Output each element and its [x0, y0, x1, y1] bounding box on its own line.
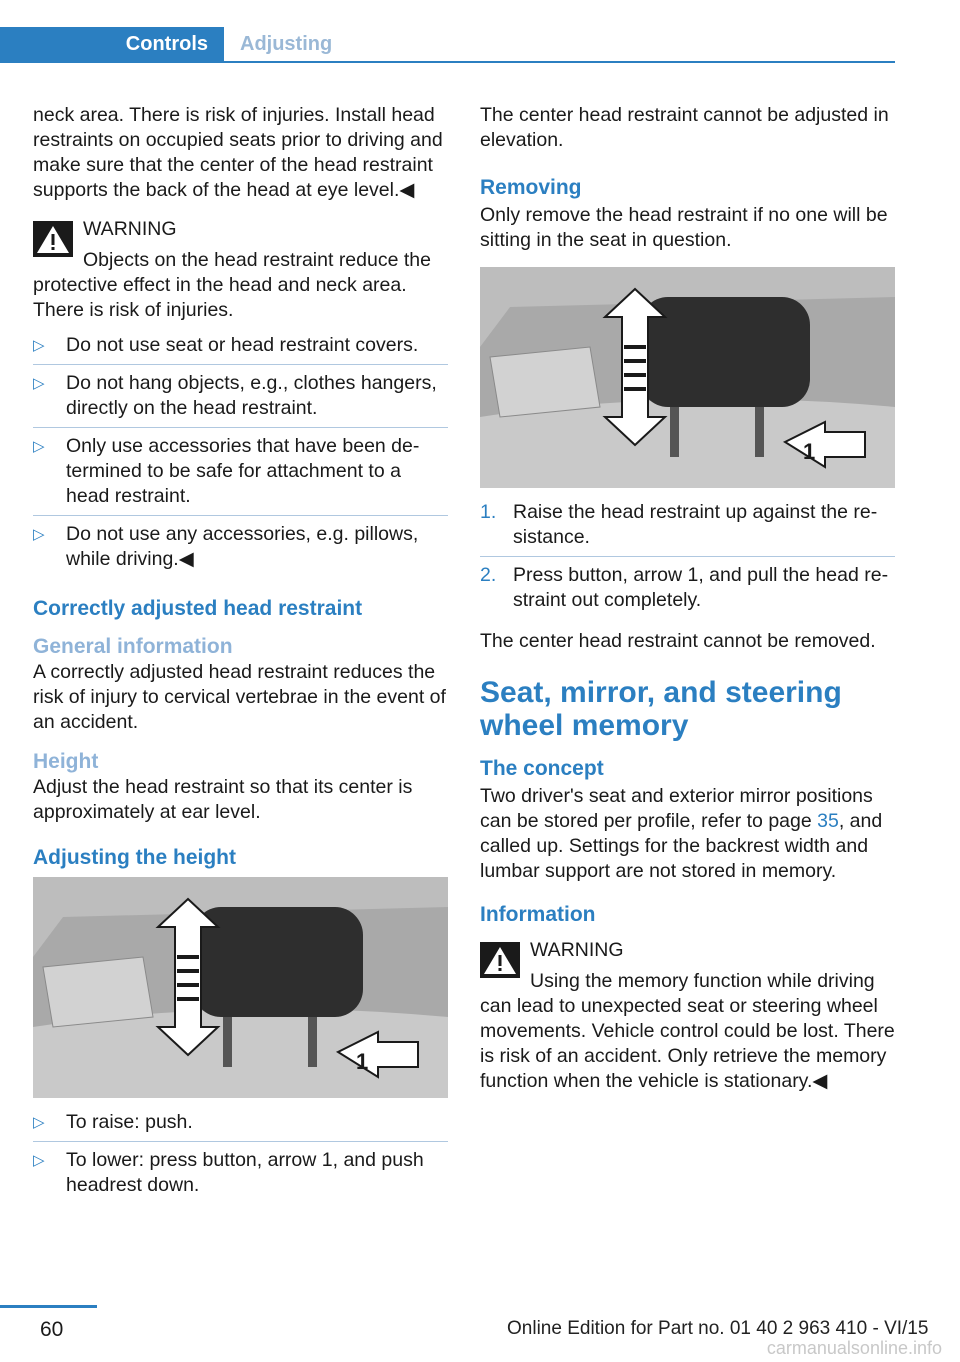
removing-paragraph: Only remove the head restraint if no one will be sitting in the seat in question. [480, 204, 888, 251]
warning-bullet-list [33, 333, 448, 578]
watermark: carmanualsonline.info [766, 1338, 942, 1358]
head-restraint-remove-image [480, 267, 895, 488]
bullet-triangle-icon: ▷ [33, 375, 45, 392]
concept-paragraph: Two driver's seat and exterior mirror positions can be stored per profile, refer to page 35, and called up. Settings for the backrest width and lumbar support are not stored in memory. [480, 785, 883, 882]
warning-block [480, 938, 895, 1094]
bullet-triangle-icon: ▷ [33, 526, 45, 543]
warning-icon [480, 942, 520, 978]
bullet-triangle-icon: ▷ [33, 337, 45, 354]
right-column [480, 103, 895, 1104]
heading-adjusting: Adjusting the height [33, 846, 236, 869]
heading-memory: Seat, mirror, and steering wheel memory [480, 676, 842, 742]
warning-block [33, 217, 448, 323]
bullet-triangle-icon: ▷ [33, 1152, 45, 1169]
tab-controls[interactable]: Controls [0, 27, 224, 61]
general-paragraph: A correctly adjusted head restraint reduces the risk of injury to cervical vertebrae in the event of an accident. [33, 661, 446, 733]
list-item: ▷ Do not hang objects, e.g., clothes hangers, directly on the head restraint. [33, 371, 448, 428]
warning-title: WARNING [83, 218, 177, 240]
height-paragraph: Adjust the head restraint so that its center is approximately at ear level. [33, 776, 413, 823]
list-item: ▷ Do not use any accessories, e.g. pillows, while driving.◀ [33, 523, 419, 570]
left-column [33, 103, 448, 1216]
heading-general: General information [33, 635, 233, 658]
list-item: ▷ Do not use seat or head restraint covers. [33, 333, 448, 365]
warning-body: Using the memory function while driving can lead to unexpected seat or steering wheel movements. Vehicle control could be lost. There is risk of an accident. Only retrieve the memory function when the vehicle is stationary.◀ [480, 970, 895, 1092]
page-number: 60 [40, 1318, 64, 1341]
heading-concept: The concept [480, 757, 604, 780]
center-adjust-paragraph: The center head restraint cannot be adjusted in elevation. [480, 104, 889, 151]
heading-height: Height [33, 750, 99, 773]
heading-information: Information [480, 903, 596, 926]
bullet-triangle-icon: ▷ [33, 438, 45, 455]
page-link[interactable]: 35 [817, 810, 839, 832]
footer-edition: Online Edition for Part no. 01 40 2 963 410 - VI/15 [507, 1318, 929, 1339]
list-item: ▷ Only use accessories that have been determined to be safe for attachment to a head restraint. [33, 434, 448, 516]
head-restraint-adjust-image [33, 877, 448, 1098]
removing-steps [480, 500, 895, 619]
intro-paragraph: neck area. There is risk of injuries. Install head restraints on occupied seats prior to driving and make sure that the center of the head restraint supports the back of the head at eye level.◀ [33, 104, 443, 201]
heading-correct: Correctly adjusted head restraint [33, 597, 363, 620]
footer-rule [0, 1305, 97, 1308]
list-item: ▷ To lower: press button, arrow 1, and push headrest down. [33, 1149, 424, 1196]
warning-icon [33, 221, 73, 257]
warning-body: Objects on the head restraint reduce the protective effect in the head and neck area. There is risk of injuries. [33, 249, 431, 321]
bullet-triangle-icon: ▷ [33, 1114, 45, 1131]
list-item: ▷ To raise: push. [33, 1110, 448, 1142]
warning-title: WARNING [530, 939, 624, 961]
center-removed-paragraph: The center head restraint cannot be removed. [480, 630, 876, 652]
heading-removing: Removing [480, 176, 582, 199]
list-item: 1. Raise the head restraint up against the resistance. [480, 500, 895, 557]
adjust-bullet-list [33, 1110, 448, 1204]
header-tabs [0, 27, 895, 63]
list-item: 2. Press button, arrow 1, and pull the head restraint out completely. [480, 564, 889, 611]
callout-number: 1 [803, 439, 816, 464]
tab-adjusting[interactable]: Adjusting [240, 33, 333, 55]
callout-number: 1 [356, 1049, 369, 1074]
